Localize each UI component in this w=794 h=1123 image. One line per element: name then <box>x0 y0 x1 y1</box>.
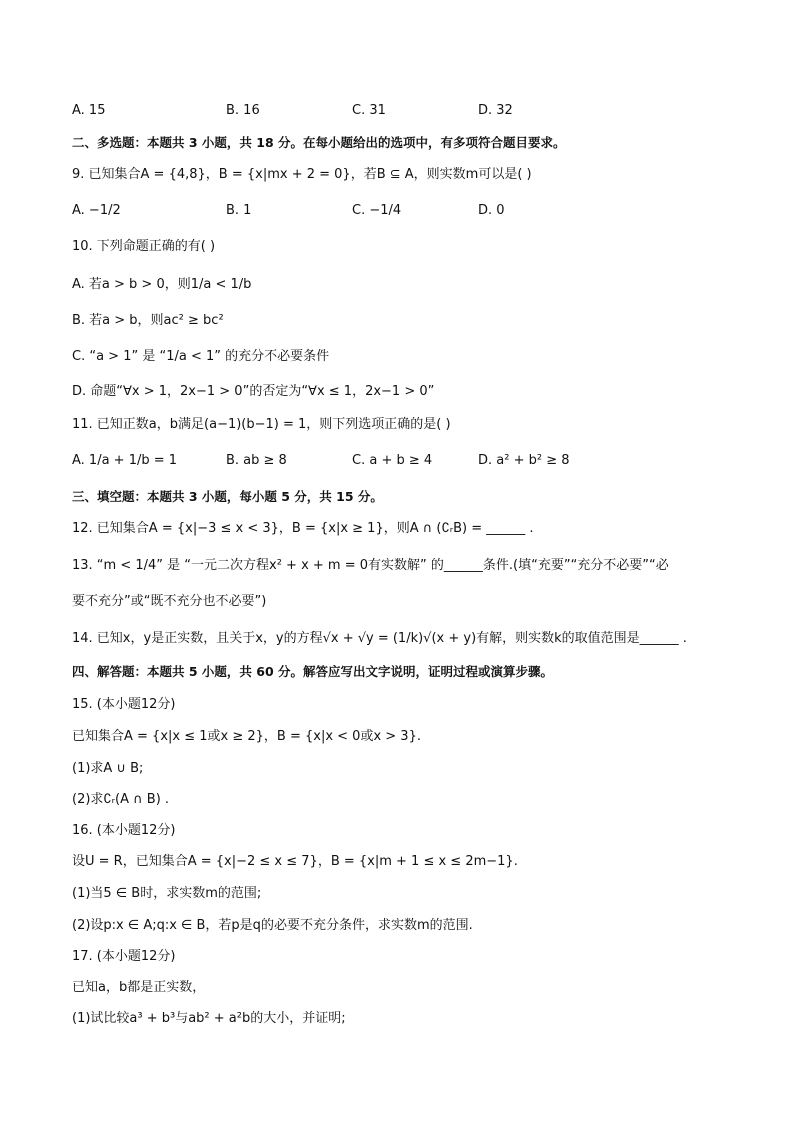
q16-heading: 16. (本小题12分) <box>72 823 176 838</box>
q11-stem: 11. 已知正数a，b满足(a−1)(b−1) = 1，则下列选项正确的是( ) <box>72 417 451 432</box>
q17-part-1: (1)试比较a³ + b³与ab² + a²b的大小，并证明; <box>72 1011 346 1026</box>
q10-option-b: B. 若a > b，则ac² ≥ bc² <box>72 313 224 328</box>
q10-stem: 10. 下列命题正确的有( ) <box>72 239 216 254</box>
q9-option-a: A. −1/2 <box>72 203 121 218</box>
section-2-heading: 二、多选题：本题共 3 小题，共 18 分。在每小题给出的选项中，有多项符合题目要求。 <box>72 135 566 150</box>
q11-option-c: C. a + b ≥ 4 <box>352 453 433 468</box>
section-4-heading: 四、解答题：本题共 5 小题，共 60 分。解答应写出文字说明，证明过程或演算步骤。 <box>72 664 554 679</box>
q15-part-1: (1)求A ∪ B; <box>72 761 144 776</box>
q16-body: 设U = R，已知集合A = {x|−2 ≤ x ≤ 7}，B = {x|m + 1 ≤ x ≤ 2m−1}. <box>72 854 518 869</box>
q16-part-2: (2)设p:x ∈ A;q:x ∈ B，若p是q的必要不充分条件，求实数m的范围. <box>72 918 473 933</box>
q9-option-d: D. 0 <box>478 203 505 218</box>
q10-option-c: C. “a > 1” 是 “1/a < 1” 的充分不必要条件 <box>72 349 330 364</box>
q9-stem: 9. 已知集合A = {4,8}，B = {x|mx + 2 = 0}，若B ⊆ A，则实数m可以是( ) <box>72 167 532 182</box>
q8-options <box>72 102 732 120</box>
q17-body: 已知a，b都是正实数， <box>72 980 206 995</box>
q11-option-d: D. a² + b² ≥ 8 <box>478 453 570 468</box>
q11-option-a: A. 1/a + 1/b = 1 <box>72 453 178 468</box>
q8-option-a: A. 15 <box>72 103 106 118</box>
q13-text-line1: 13. “m < 1/4” 是 “一元二次方程x² + x + m = 0有实数解” 的______条件.(填“充要”“充分不必要”“必 <box>72 558 669 573</box>
q13-text-line2: 要不充分”或“既不充分也不必要”) <box>72 594 267 609</box>
q10-option-d: D. 命题“∀x > 1，2x−1 > 0”的否定为“∀x ≤ 1，2x−1 > 0” <box>72 384 435 399</box>
q11-options <box>72 452 732 470</box>
q10-option-a: A. 若a > b > 0，则1/a < 1/b <box>72 277 252 292</box>
q11-option-b: B. ab ≥ 8 <box>226 453 287 468</box>
q8-option-c: C. 31 <box>352 103 386 118</box>
q9-option-b: B. 1 <box>226 203 252 218</box>
q15-body: 已知集合A = {x|x ≤ 1或x ≥ 2}，B = {x|x < 0或x > 3}. <box>72 729 421 744</box>
q17-heading: 17. (本小题12分) <box>72 949 176 964</box>
q8-option-d: D. 32 <box>478 103 513 118</box>
q14-text: 14. 已知x，y是正实数，且关于x，y的方程√x + √y = (1/k)√(x + y)有解，则实数k的取值范围是______ . <box>72 631 687 646</box>
q9-option-c: C. −1/4 <box>352 203 402 218</box>
q16-part-1: (1)当5 ∈ B时，求实数m的范围; <box>72 886 262 901</box>
q15-part-2: (2)求∁ᵣ(A ∩ B) . <box>72 792 170 807</box>
q8-option-b: B. 16 <box>226 103 260 118</box>
section-3-heading: 三、填空题：本题共 3 小题，每小题 5 分，共 15 分。 <box>72 489 383 504</box>
q12-text: 12. 已知集合A = {x|−3 ≤ x < 3}，B = {x|x ≥ 1}，则A ∩ (∁ᵣB) = ______ . <box>72 521 534 536</box>
q15-heading: 15. (本小题12分) <box>72 697 176 712</box>
q9-options <box>72 202 732 220</box>
